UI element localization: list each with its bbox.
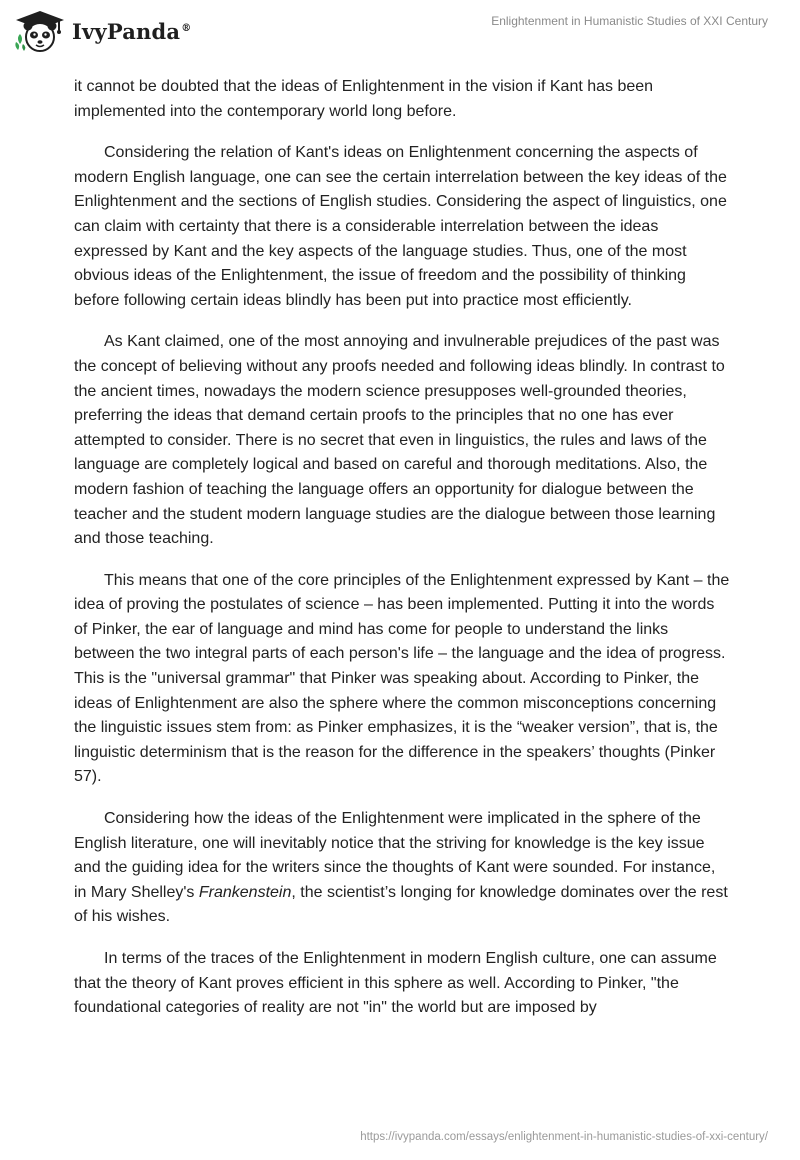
panda-graduation-cap-icon xyxy=(14,8,66,54)
ivypanda-logo[interactable] xyxy=(14,8,191,54)
book-title-frankenstein: Frankenstein xyxy=(198,883,292,901)
paragraph-continuation: it cannot be doubted that the ideas of Enlightenment in the vision if Kant has been implemented into the contemporary world long before. xyxy=(74,78,654,120)
document-title: Enlightenment in Humanistic Studies of XXI Century xyxy=(491,14,768,28)
paragraph: This means that one of the core principles of the Enlightenment expressed by Kant – the idea of proving the postulates of science – has been implemented. Putting it into the words of Pinker, the ear of language and mind has come for people to understand the links between the two integral parts of each person's life – the language and the idea of progress. This is the "universal grammar" that Pinker was speaking about. According to Pinker, the ideas of Enlightenment are also the sphere where the common misconceptions concerning the linguistic issues stem from: as Pinker emphasizes, it is the “weaker version”, that is, the linguistic determinism that is the reason for the difference in the speakers’ thoughts (Pinker 57). xyxy=(74,571,730,786)
paragraph: In terms of the traces of the Enlightenment in modern English culture, one can assume that the theory of Kant proves efficient in this sphere as well. According to Pinker, "the foundational categories of reality are not "in" the world but are imposed by xyxy=(74,950,717,1017)
paragraph-text: , the scientist’s longing for knowledge dominates over the rest of his wishes. xyxy=(74,883,728,926)
page-header xyxy=(0,0,800,70)
paragraph: Considering the relation of Kant's ideas on Enlightenment concerning the aspects of modern English language, one can see the certain interrelation between the key ideas of the Enlightenment and the sections of English studies. Considering the aspect of linguistics, one can claim with certainty that there is a considerable interrelation between the ideas expressed by Kant and the key aspects of the language studies. Thus, one of the most obvious ideas of the Enlightenment, the issue of freedom and the possibility of thinking before following certain ideas blindly has been put into practice most efficiently. xyxy=(74,144,727,309)
essay-body xyxy=(74,75,730,1038)
paragraph-text: Considering how the ideas of the Enlightenment were implicated in the sphere of the English literature, one will inevitably notice that the striving for knowledge is the key issue and the guiding idea for the writers since the thoughts of Kant were sounded. For instance, in Mary Shelley's xyxy=(74,810,716,901)
source-url[interactable]: https://ivypanda.com/essays/enlightenment-in-humanistic-studies-of-xxi-century/ xyxy=(360,1131,768,1143)
paragraph: As Kant claimed, one of the most annoying and invulnerable prejudices of the past was the concept of believing without any proofs needed and following ideas blindly. In contrast to the ancient times, nowadays the modern science presupposes well-grounded theories, preferring the ideas that demand certain proofs to the principles that no one has ever attempted to consider. There is no secret that even in linguistics, the rules and laws of the language are completely logical and based on careful and thorough meditations. Also, the modern fashion of teaching the language offers an opportunity for dialogue between the teacher and the student modern language studies are the dialogue between those learning and those teaching. xyxy=(74,333,725,548)
logo-text: IvyPanda® xyxy=(72,18,192,44)
paragraph xyxy=(74,807,730,930)
